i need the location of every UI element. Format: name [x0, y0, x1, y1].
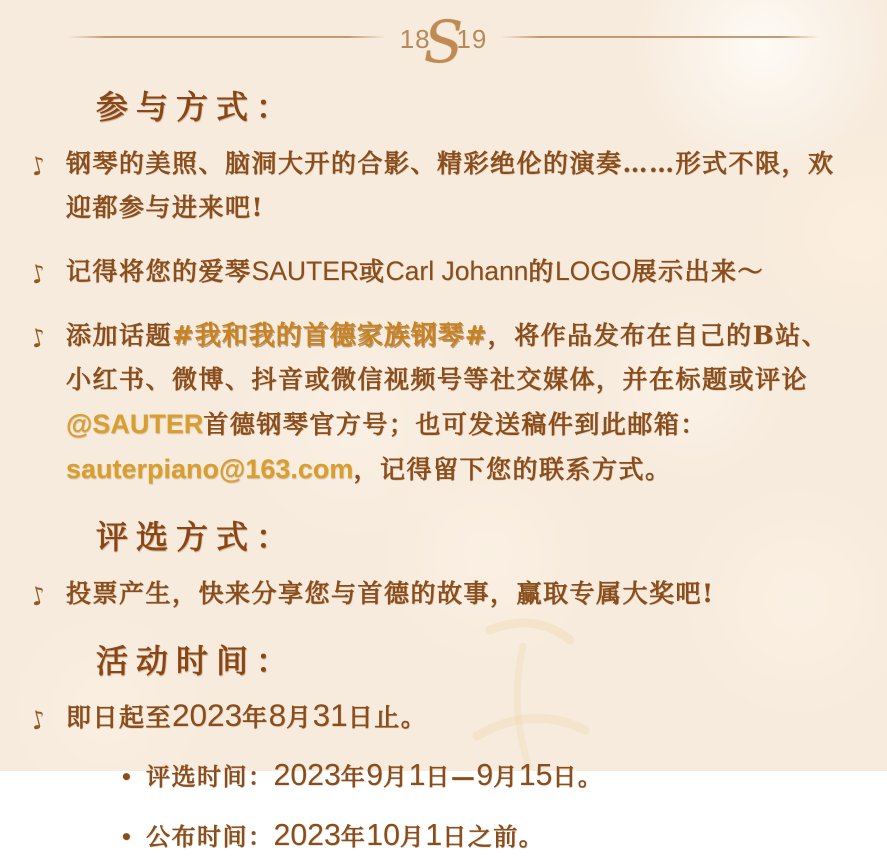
bullet-dot-icon: •	[120, 825, 135, 849]
section-title-participation: 参与方式：	[96, 88, 297, 126]
schedule-label: 评选时间：	[146, 762, 274, 791]
bullet-dot-icon: •	[120, 765, 135, 789]
bullet-text: 记得将您的爱琴SAUTER或Carl Johann的LOGO展示出来～	[66, 256, 765, 286]
list-item	[26, 250, 847, 294]
brand-monogram-1819	[386, 7, 502, 76]
campaign-hashtag: #我和我的首德家族钢琴#	[172, 321, 488, 351]
monogram-year-right: 19	[456, 23, 488, 54]
text-segment: ，将作品发布在自己的B站、小红书、微博、抖音或微信视频号等社交媒体，并在标题或评论	[66, 321, 829, 394]
text-segment: 添加话题	[66, 321, 173, 350]
text-segment: 首德钢琴官方号；也可发送稿件到此邮箱：	[203, 410, 707, 439]
schedule-label: 公布时间：	[146, 822, 274, 851]
list-item	[26, 696, 847, 740]
bullet-text: 钢琴的美照、脑洞大开的合影、精彩绝伦的演奏……形式不限，欢迎都参与进来吧!	[66, 149, 835, 222]
header-rule-left	[68, 36, 386, 38]
bullet-text: 投票产生，快来分享您与首德的故事，赢取专属大奖吧!	[66, 579, 715, 608]
bullet-text	[66, 314, 841, 492]
list-item	[26, 314, 847, 492]
section-title-schedule: 活动时间：	[96, 642, 297, 680]
header	[0, 0, 887, 76]
music-note-icon: ♪	[26, 149, 50, 182]
deadline-text: 即日起至2023年8月31日止。	[66, 697, 428, 733]
brand-mention: @SAUTER	[66, 409, 204, 439]
music-note-icon: ♪	[26, 321, 50, 354]
section-participation	[26, 82, 847, 492]
sub-list-item	[120, 816, 847, 858]
sub-bullet-text	[146, 816, 544, 858]
contact-email: sauterpiano@163.com	[66, 454, 354, 484]
sub-bullet-text	[146, 756, 603, 798]
schedule-value: 2023年9月1日—9月15日。	[273, 759, 604, 792]
section-title-selection: 评选方式：	[96, 518, 297, 556]
schedule-value: 2023年10月1日之前。	[273, 819, 545, 852]
text-segment: ，记得留下您的联系方式。	[353, 455, 672, 484]
list-item	[26, 572, 847, 616]
sub-list-item	[120, 756, 847, 798]
music-note-icon: ♪	[26, 257, 50, 290]
music-note-icon: ♪	[26, 703, 50, 736]
poster-content	[0, 62, 887, 858]
monogram-s-icon: S	[423, 7, 464, 76]
list-item	[26, 142, 847, 230]
header-rule-right	[501, 36, 819, 38]
music-note-icon: ♪	[26, 579, 50, 612]
section-schedule	[26, 636, 847, 858]
monogram-year-left: 18	[399, 23, 431, 54]
section-selection	[26, 512, 847, 616]
